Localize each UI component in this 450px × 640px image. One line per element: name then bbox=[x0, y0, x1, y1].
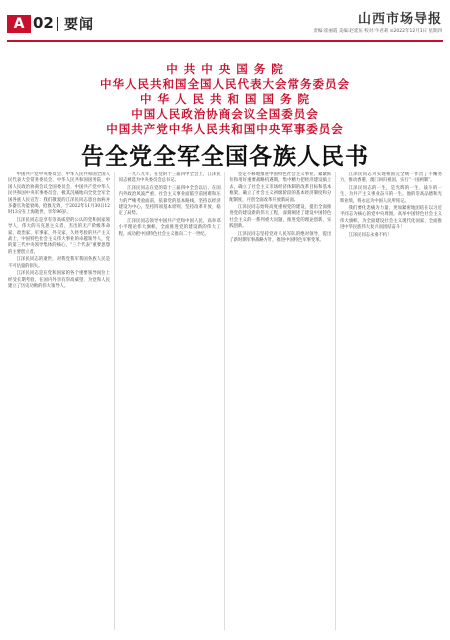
editors-date-line: 责编:崔丽霞 美编:赵延伍 校对:牛君莉 ⊙2022年12月1日 星期四 bbox=[313, 29, 442, 34]
paragraph: 江泽民同志始终高度重视党的建设，提出全面推进党的建设新的伟大工程，深刻阐述了建设中国特色社会主义的一系列重大问题，推进党的理论创新、实践创新。 bbox=[229, 205, 332, 230]
newspaper-name: 山西市场导报 bbox=[357, 12, 442, 27]
paragraph: 江泽民同志的逝世，对我党我军我国各族人民是不可估量的损失。 bbox=[8, 257, 110, 269]
header-rule bbox=[7, 40, 443, 42]
article-column bbox=[119, 172, 221, 630]
section-title: 要闻 bbox=[64, 17, 94, 33]
issuer-line: 中 共 中 央 国 务 院 bbox=[166, 62, 284, 76]
article-body bbox=[8, 172, 442, 630]
header-divider bbox=[57, 17, 58, 31]
article-column bbox=[8, 172, 110, 630]
page-header bbox=[0, 0, 450, 42]
page-number: 02 bbox=[33, 14, 54, 32]
paragraph: 坚定不移地推进中国特色社会主义事业，紧紧抓住和用好重要战略机遇期，集中精力把经济建设搞上去，确立了社会主义市场经济体制的改革目标和基本框架，确立了社会主义初级阶段的基本经济制度和分配制度，开创全面改革开放新局面。 bbox=[229, 172, 332, 203]
column-divider bbox=[114, 172, 115, 630]
paragraph: 江泽民同志是在党和国家的各个重要领导岗位上经受长期考验，在国内外享有崇高威望、为党和人民建立了历史功勋的伟大领导人。 bbox=[8, 271, 110, 289]
headline: 告全党全军全国各族人民书 bbox=[81, 144, 369, 170]
issuer-line: 中国人民政治协商会议全国委员会 bbox=[131, 107, 319, 121]
issuer-line: 中国共产党中华人民共和国中央军事委员会 bbox=[106, 122, 344, 136]
paragraph: 江泽民同志领导中国共产党和中国人民，高举邓小平理论伟大旗帜，全面推进党的建设新的伟大工程，成功把中国特色社会主义推向二十一世纪。 bbox=[118, 218, 221, 237]
column-divider bbox=[224, 172, 225, 630]
issuer-line: 中 华 人 民 共 和 国 国 务 院 bbox=[139, 92, 311, 106]
issuing-bodies bbox=[0, 62, 450, 137]
paragraph: 江泽民同志在党的第十三届四中全会以后，在国内外政治风波严重、社会主义事业面临空前困难和压力的严峻考验面前，依靠党的基本路线，坚持以经济建设为中心，坚持四项基本原则，坚持改革开放，稳定了局势。 bbox=[118, 185, 221, 217]
paragraph: 我们要化悲痛为力量，更加紧密地团结在以习近平同志为核心的党中央周围，高举中国特色社会主义伟大旗帜，为全面建设社会主义现代化国家、全面推进中华民族伟大复兴而团结奋斗！ bbox=[339, 206, 442, 231]
issuer-line: 中华人民共和国全国人民代表大会常务委员会 bbox=[100, 77, 350, 91]
paragraph: 江泽民同志为实现祖国完全统一作出了不懈努力，推动香港、澳门回归祖国，实行“一国两制”。 bbox=[339, 172, 442, 184]
article-column bbox=[340, 172, 442, 630]
paragraph: 江泽民同志的一生，是光辉的一生、战斗的一生、为共产主义事业奋斗的一生。他的崇高品德和光辉业绩，将永远为中国人民所铭记。 bbox=[339, 185, 442, 204]
paragraph: 江泽民同志永垂不朽！ bbox=[348, 232, 392, 238]
paragraph: 中国共产党中央委员会、中华人民共和国全国人民代表大会常务委员会、中华人民共和国国务院、中国人民政治协商会议全国委员会、中国共产党中华人民共和国中央军事委员会，极其沉痛地向全党全军全国各族人民宣告：我们敬爱的江泽民同志患白血病并多器官功能衰竭，抢救无效，于2022年11月30日12时13分在上海逝世，享年96岁。 bbox=[8, 172, 110, 216]
page-badge: A bbox=[7, 15, 31, 33]
paragraph: 一九八九年，在党的十三届四中全会上，江泽民同志被选为中央委员会总书记。 bbox=[118, 172, 221, 184]
paragraph: 江泽民同志是享有崇高威望的公认的党和国家领导人，伟大的马克思主义者，杰出的无产阶级革命家、政治家、军事家、外交家，久经考验的共产主义战士，中国特色社会主义伟大事业的卓越领导人，党的第三代中央领导集体的核心，“三个代表”重要思想的主要创立者。 bbox=[8, 217, 110, 255]
paragraph: 江泽民同志坚持党对人民军队的绝对领导，提出了新时期军事战略方针，推进中国特色军事变革。 bbox=[229, 231, 332, 244]
column-divider bbox=[335, 172, 336, 630]
article-column bbox=[229, 172, 331, 630]
